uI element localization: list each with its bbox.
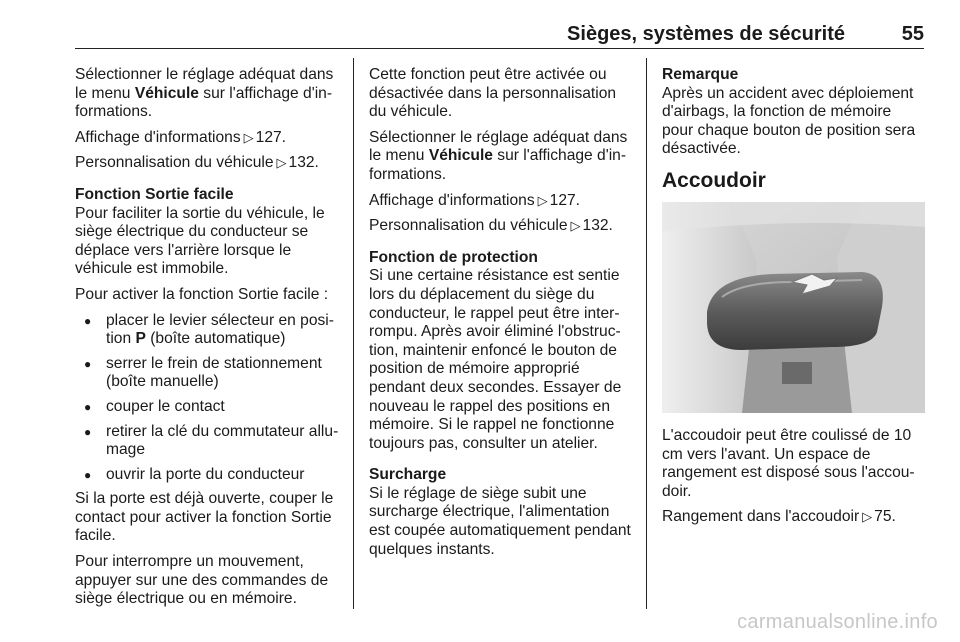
section-title: Accoudoir — [662, 168, 766, 192]
page-reference-arrow-icon: ▷ — [570, 218, 581, 234]
column-2 — [369, 66, 634, 566]
header-divider — [75, 48, 924, 49]
armrest-photo — [662, 202, 925, 413]
subheading: Fonction Sortie facile — [75, 185, 234, 203]
paragraph: Sélectionner le réglage adéquat dans le menu Véhicule sur l'affichage d'in-formations. — [369, 128, 628, 183]
column-1 — [75, 66, 343, 616]
bullet-list — [75, 312, 343, 485]
paragraph: Pour activer la fonction Sortie facile : — [75, 285, 329, 303]
page-reference-arrow-icon: ▷ — [276, 155, 287, 171]
page-header — [0, 0, 960, 60]
menu-name: Véhicule — [134, 84, 199, 102]
page-reference-arrow-icon: ▷ — [537, 192, 548, 208]
remark-heading: Remarque — [662, 66, 739, 83]
cross-reference[interactable]: Rangement dans l'accoudoir ▷ 75. — [662, 508, 896, 526]
page-number: 55 — [901, 23, 924, 45]
cross-reference[interactable]: Affichage d'informations ▷ 127. — [369, 191, 581, 209]
paragraph: Sélectionner le réglage adéquat dans le menu Véhicule sur l'affichage d'in-formations. — [75, 66, 334, 121]
cross-reference[interactable]: Affichage d'informations ▷ 127. — [75, 128, 287, 146]
list-item: ● couper le contact — [75, 398, 343, 417]
page-title: Sièges, systèmes de sécurité — [567, 23, 845, 45]
menu-name: Véhicule — [428, 147, 493, 165]
column-divider-1 — [353, 58, 354, 609]
page-reference-arrow-icon: ▷ — [862, 509, 873, 525]
subheading: Fonction de protection — [369, 248, 538, 266]
paragraph: Pour faciliter la sortie du véhicule, le siège électrique du conducteur se déplace vers l'arrière lorsque le véhicule est immobile. — [75, 204, 325, 278]
list-item: ● serrer le frein de stationnement (boîte manuelle) — [75, 355, 343, 392]
column-3 — [662, 66, 926, 534]
list-item: ● ouvrir la porte du conducteur — [75, 466, 343, 485]
watermark: carmanualsonline.info — [737, 611, 938, 633]
page-reference-arrow-icon: ▷ — [243, 129, 254, 145]
list-item: ● retirer la clé du commutateur allu-mage — [75, 423, 343, 460]
paragraph: Si la porte est déjà ouverte, couper le contact pour activer la fonction Sortie facile. — [75, 490, 334, 545]
column-divider-2 — [646, 58, 647, 609]
paragraph: Cette fonction peut être activée ou désactivée dans la personnalisation du véhicule. — [369, 66, 617, 121]
paragraph: L'accoudoir peut être coulissé de 10 cm vers l'avant. Un espace de rangement est disposé sous l'accou-doir. — [662, 426, 915, 500]
list-item: ● placer le levier sélecteur en posi-tion P (boîte automatique) — [75, 312, 343, 349]
cross-reference[interactable]: Personnalisation du véhicule ▷ 132. — [75, 154, 319, 172]
cross-reference[interactable]: Personnalisation du véhicule ▷ 132. — [369, 217, 613, 235]
paragraph: Si le réglage de siège subit une surcharge électrique, l'alimentation est coupée automatiquement pendant quelques instants. — [369, 484, 631, 558]
paragraph: Si une certaine résistance est sentie lors du déplacement du siège du conducteur, le rappel peut être inter-rompu. Après avoir éliminé l'obstruc-tion, maintenir enfoncé le bouton de position de mémoire approprié pendant deux secondes. Essayer de nouveau le rappel des positions en mémoire. Si le rappel ne fonctionne toujours pas, consulter un atelier. — [369, 267, 622, 452]
subheading: Surcharge — [369, 466, 447, 484]
paragraph: Pour interrompre un mouvement, appuyer sur une des commandes de siège électrique ou en mémoire. — [75, 553, 329, 608]
remark-text: Après un accident avec déploiement d'airbags, la fonction de mémoire pour chaque bouton de position sera désactivée. — [662, 84, 916, 158]
